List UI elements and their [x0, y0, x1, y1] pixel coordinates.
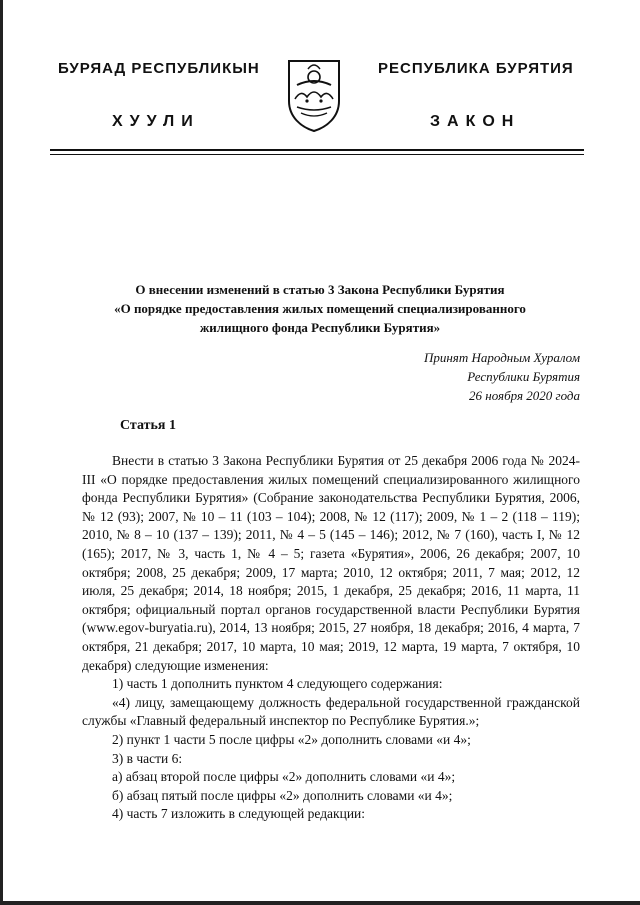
title-line-3: жилищного фонда Республики Бурятия» — [199, 320, 441, 335]
law-title — [60, 280, 580, 337]
adoption-date: 26 ноября 2020 года — [469, 388, 580, 403]
article-item-3: 2) пункт 1 части 5 после цифры «2» дополнить словами «и 4»; — [112, 731, 471, 747]
article-intro-paragraph: Внести в статью 3 Закона Республики Бурятия от 25 декабря 2006 года № 2024-III «О порядке предоставления жилых помещений специализированного жилищного фонда Республики Бурятия» (Собрание законодательства Республики Бурятия, 2006, № 12 (93); 2007, № 10 – 11 (103 – 104); 2008, № 12 (117); 2009, № 1 – 2 (118 – 119); 2010, № 8 – 10 (137 – 139); 2011, № 4 – 5 (145 – 146); 2012, № 7 (160), часть I, № 12 (165); 2017, № 3, часть 1, № 4 – 5; газета «Бурятия», 2006, 26 декабря; 2007, 10 октября; 2008, 25 декабря; 2009, 17 марта; 2010, 12 октября; 2011, 7 мая; 2012, 12 июля, 25 декабря; 2014, 18 ноября; 2015, 1 декабря, 25 декабря; 2016, 11 марта, 11 октября; официальный портал органов государственной власти Республики Бурятия (www.egov-buryatia.ru), 2014, 13 ноября; 2015, 27 ноября, 18 декабря; 2016, 4 марта, 7 октября, 21 декабря; 2017, 10 марта, 10 мая; 2019, 12 марта, 19 марта, 7 октября, 10 декабря) следующие изменения: — [82, 453, 580, 673]
article-item-5: а) абзац второй после цифры «2» дополнить словами «и 4»; — [112, 769, 456, 785]
article-item-1: 1) часть 1 дополнить пунктом 4 следующего содержания: — [112, 676, 443, 692]
article-item-7: 4) часть 7 изложить в следующей редакции: — [112, 806, 366, 822]
header-divider-thin — [50, 154, 584, 155]
coat-of-arms-emblem — [283, 55, 345, 133]
title-line-2: «О порядке предоставления жилых помещений специализированного — [114, 301, 526, 316]
article-heading: Статья 1 — [120, 418, 176, 433]
header-left-bottom: ХУУЛИ — [112, 113, 200, 130]
title-line-1: О внесении изменений в статью 3 Закона Республики Бурятия — [135, 282, 505, 297]
article-body — [82, 452, 580, 824]
header-right-bottom: ЗАКОН — [430, 113, 521, 130]
article-item-2: «4) лицу, замещающему должность федеральной государственной гражданской службы «Главный федеральный инспектор по Республике Бурятия.»; — [82, 694, 580, 729]
adoption-note — [424, 348, 580, 405]
article-item-6: б) абзац пятый после цифры «2» дополнить словами «и 4»; — [112, 787, 453, 803]
adoption-line-1: Принят Народным Хуралом — [423, 350, 580, 365]
header-left-top: БУРЯАД РЕСПУБЛИКЫН — [58, 60, 260, 77]
adoption-line-2: Республики Бурятия — [467, 369, 580, 384]
header-divider-thick — [50, 149, 584, 151]
header-right-top: РЕСПУБЛИКА БУРЯТИЯ — [378, 60, 574, 77]
article-item-4: 3) в части 6: — [112, 750, 183, 766]
